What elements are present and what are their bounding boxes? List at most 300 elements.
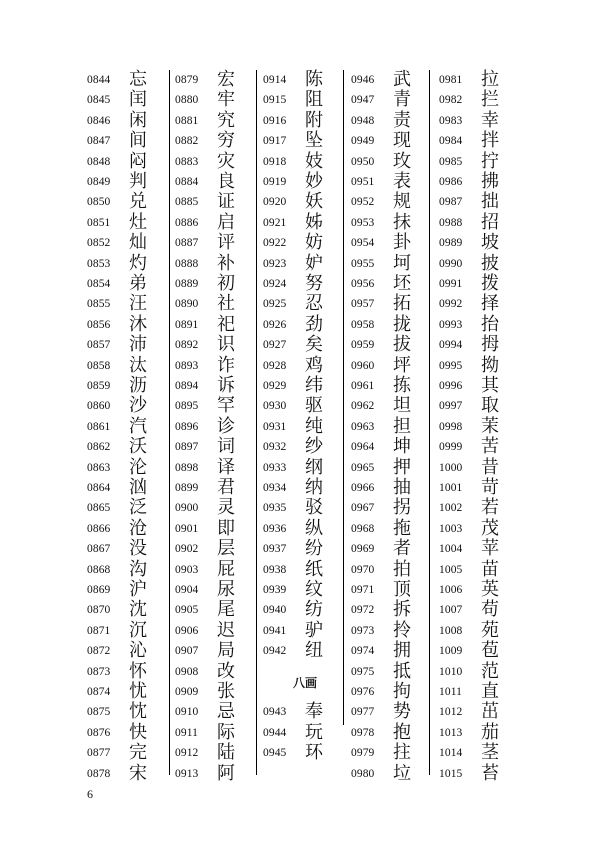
character-entry bbox=[351, 560, 435, 581]
entry-number: 0974 bbox=[351, 645, 375, 658]
character-entry bbox=[351, 335, 435, 356]
entry-character: 纳 bbox=[305, 477, 323, 498]
entry-character: 沛 bbox=[129, 334, 147, 356]
entry-character: 环 bbox=[305, 742, 323, 764]
character-entry bbox=[175, 396, 259, 417]
entry-number: 0892 bbox=[175, 339, 199, 352]
entry-number: 0899 bbox=[175, 482, 199, 494]
character-entry bbox=[263, 335, 347, 356]
entry-character: 弟 bbox=[129, 273, 147, 294]
character-entry bbox=[87, 172, 171, 193]
entry-number: 0858 bbox=[87, 359, 111, 372]
entry-number: 0985 bbox=[439, 155, 463, 168]
entry-character: 坪 bbox=[393, 354, 411, 376]
entry-number: 0888 bbox=[175, 257, 199, 270]
character-entry bbox=[87, 723, 171, 744]
entry-character: 披 bbox=[481, 252, 499, 274]
entry-character: 抹 bbox=[393, 211, 411, 233]
character-entry bbox=[351, 580, 435, 601]
entry-character: 苗 bbox=[481, 558, 499, 580]
entry-character: 纽 bbox=[305, 640, 323, 662]
character-entry bbox=[439, 111, 523, 132]
entry-number: 0981 bbox=[439, 74, 463, 86]
entry-character: 姊 bbox=[305, 211, 323, 233]
entry-character: 坡 bbox=[481, 232, 499, 254]
entry-number: 0941 bbox=[263, 624, 287, 637]
section-header: 八画 bbox=[292, 675, 317, 690]
character-entry bbox=[263, 131, 347, 152]
entry-character: 沙 bbox=[129, 395, 147, 417]
character-entry bbox=[351, 376, 435, 397]
entry-character: 快 bbox=[129, 721, 147, 743]
character-entry bbox=[351, 356, 435, 377]
entry-number: 1004 bbox=[439, 543, 463, 556]
character-entry bbox=[87, 600, 171, 621]
character-entry bbox=[263, 396, 347, 417]
entry-number: 0874 bbox=[87, 686, 111, 698]
character-entry bbox=[263, 274, 347, 295]
entry-number: 0947 bbox=[351, 94, 375, 107]
entry-number: 0958 bbox=[351, 318, 375, 331]
entry-character: 幸 bbox=[481, 109, 499, 131]
character-entry bbox=[175, 702, 259, 723]
character-entry bbox=[87, 682, 171, 703]
entry-character: 尿 bbox=[217, 579, 235, 600]
entry-number: 0877 bbox=[87, 747, 111, 760]
entry-character: 灵 bbox=[217, 497, 235, 519]
character-entry bbox=[351, 70, 435, 91]
entry-character: 坦 bbox=[393, 395, 411, 417]
entry-number: 0969 bbox=[351, 543, 375, 556]
entry-character: 灼 bbox=[129, 252, 147, 274]
entry-character: 苛 bbox=[481, 477, 499, 498]
entry-number: 1001 bbox=[439, 482, 463, 494]
entry-character: 拂 bbox=[481, 171, 499, 192]
entry-number: 0939 bbox=[263, 584, 287, 596]
entry-number: 0876 bbox=[87, 726, 111, 739]
entry-number: 0868 bbox=[87, 563, 111, 576]
entry-character: 纬 bbox=[305, 375, 323, 396]
character-entry bbox=[263, 152, 347, 173]
entry-character: 势 bbox=[393, 701, 411, 723]
character-entry bbox=[439, 315, 523, 336]
character-entry bbox=[175, 111, 259, 132]
entry-character: 表 bbox=[393, 171, 411, 192]
entry-character: 牢 bbox=[217, 89, 235, 111]
entry-number: 0982 bbox=[439, 94, 463, 107]
entry-character: 忘 bbox=[129, 69, 147, 90]
entry-number: 0970 bbox=[351, 563, 375, 576]
character-entry bbox=[263, 356, 347, 377]
character-entry bbox=[439, 335, 523, 356]
character-entry bbox=[175, 356, 259, 377]
entry-character: 沈 bbox=[129, 599, 147, 621]
character-entry bbox=[175, 254, 259, 275]
entry-number: 0851 bbox=[87, 216, 111, 229]
entry-character: 拐 bbox=[393, 497, 411, 519]
character-entry bbox=[351, 478, 435, 499]
entry-character: 沟 bbox=[129, 558, 147, 580]
entry-character: 阿 bbox=[217, 762, 235, 784]
entry-character: 泛 bbox=[129, 497, 147, 519]
entry-number: 0960 bbox=[351, 359, 375, 372]
character-entry bbox=[439, 152, 523, 173]
entry-character: 汪 bbox=[129, 293, 147, 315]
character-entry bbox=[87, 131, 171, 152]
character-entry bbox=[439, 233, 523, 254]
entry-character: 奉 bbox=[305, 701, 323, 723]
entry-character: 直 bbox=[481, 681, 499, 702]
entry-character: 拢 bbox=[393, 313, 411, 335]
character-entry bbox=[175, 682, 259, 703]
entry-number: 0861 bbox=[87, 420, 111, 433]
character-entry bbox=[351, 723, 435, 744]
entry-number: 0846 bbox=[87, 114, 111, 127]
entry-character: 纺 bbox=[305, 599, 323, 621]
character-entry bbox=[439, 294, 523, 315]
character-entry bbox=[439, 172, 523, 193]
entry-number: 0962 bbox=[351, 400, 375, 413]
entry-number: 0929 bbox=[263, 380, 287, 392]
entry-number: 0942 bbox=[263, 645, 287, 658]
entry-number: 0938 bbox=[263, 563, 287, 576]
entry-number: 1010 bbox=[439, 665, 463, 678]
entry-number: 0936 bbox=[263, 522, 287, 535]
entry-character: 苟 bbox=[481, 599, 499, 621]
entry-character: 垃 bbox=[393, 762, 411, 784]
entry-number: 0930 bbox=[263, 400, 287, 413]
entry-number: 0999 bbox=[439, 441, 463, 454]
entry-number: 0944 bbox=[263, 726, 287, 739]
entry-character: 抵 bbox=[393, 660, 411, 682]
entry-character: 者 bbox=[393, 538, 411, 560]
entry-character: 若 bbox=[481, 497, 499, 519]
character-entry bbox=[263, 498, 347, 519]
entry-number: 0964 bbox=[351, 441, 375, 454]
entry-character: 闲 bbox=[129, 109, 147, 131]
character-entry bbox=[439, 662, 523, 683]
entry-number: 0922 bbox=[263, 237, 287, 250]
entry-character: 抬 bbox=[481, 313, 499, 335]
entry-number: 0994 bbox=[439, 339, 463, 352]
character-entry bbox=[175, 600, 259, 621]
entry-character: 规 bbox=[393, 191, 411, 213]
entry-number: 0924 bbox=[263, 278, 287, 290]
entry-character: 灶 bbox=[129, 211, 147, 233]
character-entry bbox=[351, 294, 435, 315]
character-entry bbox=[439, 90, 523, 111]
entry-number: 0968 bbox=[351, 522, 375, 535]
character-entry bbox=[351, 621, 435, 642]
entry-character: 词 bbox=[217, 436, 235, 458]
character-entry bbox=[263, 192, 347, 213]
entry-character: 译 bbox=[217, 456, 235, 478]
character-entry bbox=[263, 539, 347, 560]
entry-character: 苑 bbox=[481, 619, 499, 641]
character-entry bbox=[175, 70, 259, 91]
entry-character: 拥 bbox=[393, 640, 411, 662]
entry-character: 忌 bbox=[217, 701, 235, 723]
entry-number: 0910 bbox=[175, 706, 199, 719]
entry-character: 茁 bbox=[481, 701, 499, 723]
entry-number: 0976 bbox=[351, 686, 375, 698]
character-entry bbox=[87, 417, 171, 438]
character-entry bbox=[87, 213, 171, 234]
entry-character: 没 bbox=[129, 538, 147, 560]
entry-number: 0906 bbox=[175, 624, 199, 637]
entry-character: 即 bbox=[217, 517, 235, 539]
character-entry bbox=[87, 192, 171, 213]
character-entry bbox=[351, 152, 435, 173]
entry-character: 昔 bbox=[481, 456, 499, 478]
entry-number: 0859 bbox=[87, 380, 111, 392]
entry-number: 0928 bbox=[263, 359, 287, 372]
character-entry bbox=[175, 641, 259, 662]
entry-number: 0920 bbox=[263, 196, 287, 209]
character-entry bbox=[87, 111, 171, 132]
entry-number: 0909 bbox=[175, 686, 199, 698]
character-entry bbox=[439, 356, 523, 377]
entry-number: 0943 bbox=[263, 706, 287, 719]
character-entry bbox=[439, 70, 523, 91]
character-entry bbox=[175, 192, 259, 213]
entry-character: 评 bbox=[217, 232, 235, 254]
character-entry bbox=[175, 131, 259, 152]
entry-number: 0856 bbox=[87, 318, 111, 331]
character-entry bbox=[263, 458, 347, 479]
entry-character: 纲 bbox=[305, 456, 323, 478]
entry-number: 0845 bbox=[87, 94, 111, 107]
character-entry bbox=[263, 560, 347, 581]
entry-character: 其 bbox=[481, 375, 499, 396]
entry-character: 拗 bbox=[481, 354, 499, 376]
entry-character: 英 bbox=[481, 579, 499, 600]
entry-number: 0907 bbox=[175, 645, 199, 658]
character-entry bbox=[439, 702, 523, 723]
character-entry bbox=[87, 764, 171, 785]
character-entry bbox=[87, 519, 171, 540]
entry-character: 拓 bbox=[393, 293, 411, 315]
entry-number: 0975 bbox=[351, 665, 375, 678]
entry-number: 0855 bbox=[87, 298, 111, 311]
entry-character: 诈 bbox=[217, 354, 235, 376]
entry-number: 0935 bbox=[263, 502, 287, 515]
entry-number: 0983 bbox=[439, 114, 463, 127]
entry-number: 0844 bbox=[87, 74, 111, 86]
entry-character: 屁 bbox=[217, 558, 235, 580]
entry-character: 驴 bbox=[305, 619, 323, 641]
character-entry bbox=[175, 376, 259, 397]
entry-character: 良 bbox=[217, 171, 235, 192]
entry-number: 0860 bbox=[87, 400, 111, 413]
entry-number: 0865 bbox=[87, 502, 111, 515]
character-entry bbox=[175, 519, 259, 540]
character-entry bbox=[263, 172, 347, 193]
entry-number: 0854 bbox=[87, 278, 111, 290]
entry-number: 0949 bbox=[351, 135, 375, 148]
entry-character: 宏 bbox=[217, 69, 235, 90]
character-entry bbox=[263, 70, 347, 91]
entry-character: 拔 bbox=[393, 334, 411, 356]
character-entry bbox=[439, 682, 523, 703]
character-entry bbox=[87, 702, 171, 723]
character-entry bbox=[87, 478, 171, 499]
entry-number: 1011 bbox=[439, 686, 462, 698]
entry-number: 0852 bbox=[87, 237, 111, 250]
entry-character: 忧 bbox=[129, 681, 147, 702]
entry-character: 拇 bbox=[481, 334, 499, 356]
character-entry bbox=[439, 641, 523, 662]
entry-character: 启 bbox=[217, 211, 235, 233]
character-entry bbox=[87, 560, 171, 581]
entry-character: 君 bbox=[217, 477, 235, 498]
entry-number: 1000 bbox=[439, 461, 463, 474]
entry-character: 抱 bbox=[393, 721, 411, 743]
entry-number: 0959 bbox=[351, 339, 375, 352]
entry-character: 初 bbox=[217, 273, 235, 294]
entry-character: 坷 bbox=[393, 252, 411, 274]
entry-number: 0926 bbox=[263, 318, 287, 331]
entry-character: 沃 bbox=[129, 436, 147, 458]
entry-character: 招 bbox=[481, 211, 499, 233]
entry-number: 1007 bbox=[439, 604, 463, 617]
character-entry bbox=[263, 254, 347, 275]
entry-number: 0886 bbox=[175, 216, 199, 229]
entry-number: 0990 bbox=[439, 257, 463, 270]
entry-number: 0950 bbox=[351, 155, 375, 168]
character-entry bbox=[175, 315, 259, 336]
entry-number: 1013 bbox=[439, 726, 463, 739]
entry-number: 0966 bbox=[351, 482, 375, 494]
entry-number: 0927 bbox=[263, 339, 287, 352]
character-entry bbox=[351, 274, 435, 295]
entry-number: 0903 bbox=[175, 563, 199, 576]
entry-character: 社 bbox=[217, 293, 235, 315]
entry-character: 拣 bbox=[393, 375, 411, 396]
entry-number: 0957 bbox=[351, 298, 375, 311]
character-entry bbox=[175, 213, 259, 234]
entry-number: 0934 bbox=[263, 482, 287, 494]
entry-number: 0945 bbox=[263, 747, 287, 760]
entry-character: 补 bbox=[217, 252, 235, 274]
character-entry bbox=[175, 233, 259, 254]
entry-character: 证 bbox=[217, 191, 235, 213]
entry-character: 改 bbox=[217, 660, 235, 682]
entry-character: 沪 bbox=[129, 579, 147, 600]
entry-character: 纸 bbox=[305, 558, 323, 580]
entry-number: 1015 bbox=[439, 767, 463, 780]
entry-character: 迟 bbox=[217, 619, 235, 641]
entry-character: 茂 bbox=[481, 517, 499, 539]
entry-number: 0954 bbox=[351, 237, 375, 250]
entry-character: 拘 bbox=[393, 681, 411, 702]
character-entry bbox=[439, 743, 523, 764]
character-entry bbox=[263, 641, 347, 662]
entry-number: 0863 bbox=[87, 461, 111, 474]
entry-number: 0951 bbox=[351, 176, 375, 188]
character-entry bbox=[439, 458, 523, 479]
entry-character: 鸡 bbox=[305, 354, 323, 376]
entry-character: 拨 bbox=[481, 273, 499, 294]
entry-character: 妙 bbox=[305, 171, 323, 192]
entry-character: 祀 bbox=[217, 313, 235, 335]
character-entry bbox=[175, 294, 259, 315]
character-entry bbox=[263, 702, 347, 723]
entry-character: 担 bbox=[393, 415, 411, 437]
entry-number: 0887 bbox=[175, 237, 199, 250]
entry-character: 沧 bbox=[129, 517, 147, 539]
entry-character: 茉 bbox=[481, 415, 499, 437]
entry-character: 判 bbox=[129, 171, 147, 192]
character-entry bbox=[175, 335, 259, 356]
entry-number: 0963 bbox=[351, 420, 375, 433]
entry-character: 拉 bbox=[481, 69, 499, 90]
entry-character: 汰 bbox=[129, 354, 147, 376]
entry-number: 0956 bbox=[351, 278, 375, 290]
entry-number: 1003 bbox=[439, 522, 463, 535]
character-entry bbox=[175, 498, 259, 519]
entry-number: 0973 bbox=[351, 624, 375, 637]
entry-number: 0997 bbox=[439, 400, 463, 413]
entry-character: 武 bbox=[393, 69, 411, 90]
entry-number: 0866 bbox=[87, 522, 111, 535]
character-entry bbox=[175, 662, 259, 683]
character-entry bbox=[87, 621, 171, 642]
entry-number: 0914 bbox=[263, 74, 287, 86]
entry-character: 尾 bbox=[217, 599, 235, 621]
entry-number: 0871 bbox=[87, 624, 111, 637]
character-entry bbox=[351, 764, 435, 785]
entry-number: 0984 bbox=[439, 135, 463, 148]
character-entry bbox=[87, 743, 171, 764]
character-entry bbox=[351, 498, 435, 519]
entry-character: 苹 bbox=[481, 538, 499, 560]
entry-number: 0988 bbox=[439, 216, 463, 229]
entry-character: 顶 bbox=[393, 579, 411, 600]
character-entry bbox=[439, 600, 523, 621]
character-entry bbox=[263, 478, 347, 499]
entry-number: 0986 bbox=[439, 176, 463, 188]
character-entry bbox=[439, 580, 523, 601]
entry-number: 0867 bbox=[87, 543, 111, 556]
entry-character: 沥 bbox=[129, 375, 147, 396]
character-entry bbox=[439, 396, 523, 417]
character-entry bbox=[87, 274, 171, 295]
entry-number: 0896 bbox=[175, 420, 199, 433]
entry-number: 0993 bbox=[439, 318, 463, 331]
character-entry bbox=[439, 213, 523, 234]
entry-number: 0902 bbox=[175, 543, 199, 556]
entry-number: 0883 bbox=[175, 155, 199, 168]
character-entry bbox=[263, 90, 347, 111]
character-entry bbox=[439, 539, 523, 560]
character-entry bbox=[439, 478, 523, 499]
entry-number: 0989 bbox=[439, 237, 463, 250]
character-entry bbox=[87, 641, 171, 662]
character-entry bbox=[175, 458, 259, 479]
character-table bbox=[87, 70, 508, 785]
character-entry bbox=[351, 417, 435, 438]
entry-character: 坠 bbox=[305, 130, 323, 152]
entry-character: 妖 bbox=[305, 191, 323, 213]
entry-number: 0911 bbox=[175, 726, 198, 739]
entry-number: 1012 bbox=[439, 706, 463, 719]
entry-number: 0980 bbox=[351, 767, 375, 780]
entry-number: 0862 bbox=[87, 441, 111, 454]
entry-number: 0923 bbox=[263, 257, 287, 270]
character-entry bbox=[439, 621, 523, 642]
entry-character: 层 bbox=[217, 538, 235, 560]
